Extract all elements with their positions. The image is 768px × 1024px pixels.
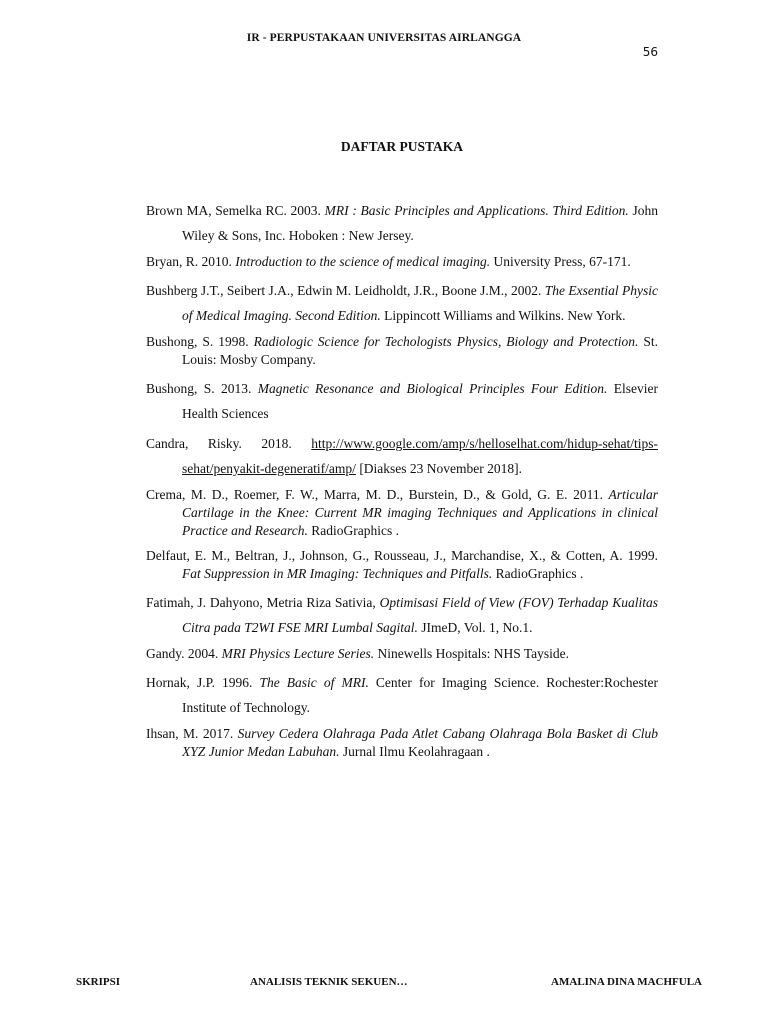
reference-title: The Basic of MRI. bbox=[259, 675, 369, 690]
reference-title: MRI : Basic Principles and Applications. Third Edition. bbox=[324, 203, 629, 218]
reference-item bbox=[146, 590, 658, 640]
reference-publisher: JImeD, Vol. 1, No.1. bbox=[417, 620, 533, 635]
reference-author: Bushong, S. 1998. bbox=[146, 334, 254, 349]
reference-author: Delfaut, E. M., Beltran, J., Johnson, G., Rousseau, J., Marchandise, X., & Cotten, A. 1999. bbox=[146, 548, 658, 563]
reference-item bbox=[146, 645, 658, 663]
reference-item bbox=[146, 431, 658, 481]
footer-thesis-title: ANALISIS TEKNIK SEKUEN… bbox=[250, 976, 408, 988]
page-title: DAFTAR PUSTAKA bbox=[340, 139, 464, 154]
reference-author: Candra, Risky. 2018. bbox=[146, 436, 312, 451]
reference-author: Fatimah, J. Dahyono, Metria Riza Sativia, bbox=[146, 595, 380, 610]
footer-author: AMALINA DINA MACHFULA bbox=[551, 976, 702, 988]
reference-title: Radiologic Science for Techologists Physics, Biology and Protection. bbox=[253, 334, 639, 349]
reference-author: Crema, M. D., Roemer, F. W., Marra, M. D., Burstein, D., & Gold, G. E. 2011. bbox=[146, 487, 609, 502]
footer-document-type: SKRIPSI bbox=[76, 976, 121, 988]
reference-publisher: St. Louis: Mosby Company. bbox=[182, 334, 658, 367]
reference-author: Bryan, R. 2010. bbox=[146, 254, 236, 269]
document-footer bbox=[0, 976, 768, 992]
reference-item bbox=[146, 376, 658, 426]
reference-author: Bushberg J.T., Seibert J.A., Edwin M. Leidholdt, J.R., Boone J.M., 2002. bbox=[146, 283, 545, 298]
reference-item bbox=[146, 725, 658, 761]
reference-author: Hornak, J.P. 1996. bbox=[146, 675, 260, 690]
reference-item bbox=[146, 198, 658, 248]
reference-title: Fat Suppression in MR Imaging: Techniques and Pitfalls. bbox=[182, 566, 493, 581]
reference-publisher: John Wiley & Sons, Inc. Hoboken : New Jersey. bbox=[182, 203, 658, 243]
reference-author: Gandy. 2004. bbox=[146, 646, 222, 661]
reference-publisher: Jurnal Ilmu Keolahragaan . bbox=[339, 744, 490, 759]
reference-item bbox=[146, 670, 658, 720]
reference-publisher: Center for Imaging Science. Rochester:Rochester Institute of Technology. bbox=[182, 675, 658, 715]
reference-title: Magnetic Resonance and Biological Principles Four Edition. bbox=[257, 381, 608, 396]
reference-title: MRI Physics Lecture Series. bbox=[221, 646, 375, 661]
reference-title: Articular Cartilage in the Knee: Current MR imaging Techniques and Applications in clinical Practice and Research. bbox=[182, 487, 658, 538]
reference-title: Optimisasi Field of View (FOV) Terhadap Kualitas Citra pada T2WI FSE MRI Lumbal Sagital. bbox=[182, 595, 658, 635]
reference-item bbox=[146, 333, 658, 369]
reference-item bbox=[146, 486, 658, 540]
reference-author: Ihsan, M. 2017. bbox=[146, 726, 238, 741]
reference-author: Brown MA, Semelka RC. 2003. bbox=[146, 203, 325, 218]
reference-item bbox=[146, 278, 658, 328]
reference-publisher: RadioGraphics . bbox=[307, 523, 399, 538]
reference-title: The Exsential Physic of Medical Imaging. Second Edition. bbox=[182, 283, 658, 323]
reference-link[interactable]: http://www.google.com/amp/s/helloselhat.com/hidup-sehat/tips-sehat/penyakit-degeneratif/amp/ bbox=[182, 436, 658, 476]
reference-title: Introduction to the science of medical imaging. bbox=[235, 254, 491, 269]
reference-publisher: Lippincott Williams and Wilkins. New York. bbox=[380, 308, 626, 323]
reference-publisher: RadioGraphics . bbox=[492, 566, 584, 581]
reference-author: Bushong, S. 2013. bbox=[146, 381, 258, 396]
reference-publisher: Elsevier Health Sciences bbox=[182, 381, 659, 421]
reference-title: Survey Cedera Olahraga Pada Atlet Cabang Olahraga Bola Basket di Club XYZ Junior Medan Labuhan. bbox=[182, 726, 658, 759]
reference-item bbox=[146, 547, 658, 583]
page-number: 56 bbox=[642, 45, 658, 59]
reference-publisher: University Press, 67-171. bbox=[490, 254, 631, 269]
reference-publisher: Ninewells Hospitals: NHS Tayside. bbox=[374, 646, 570, 661]
reference-list bbox=[146, 198, 658, 761]
reference-item bbox=[146, 253, 658, 271]
document-header: IR - PERPUSTAKAAN UNIVERSITAS AIRLANGGA bbox=[246, 32, 522, 44]
reference-access-date: [Diakses 23 November 2018]. bbox=[355, 461, 523, 476]
